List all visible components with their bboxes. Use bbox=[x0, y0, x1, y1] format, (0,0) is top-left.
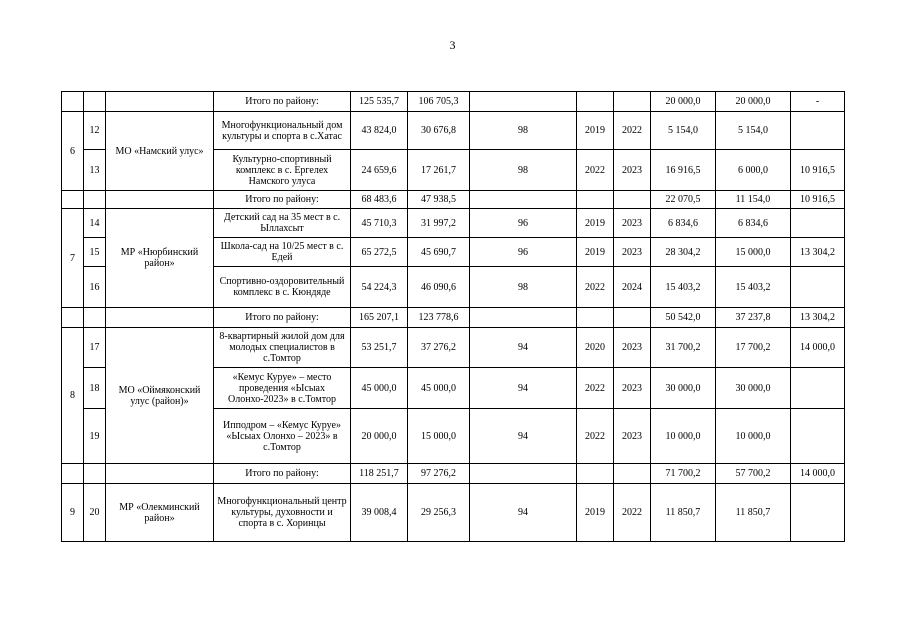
cell-year-start: 2019 bbox=[577, 238, 614, 267]
cell-year-start: 2019 bbox=[577, 112, 614, 150]
cell-amount-1: 11 850,7 bbox=[651, 484, 716, 542]
page-number: 3 bbox=[449, 38, 456, 52]
object-name: Многофункциональный центр культуры, духовности и спорта в с. Хоринцы bbox=[214, 484, 351, 542]
cell-amount-3 bbox=[791, 209, 845, 238]
district-name: МР «Олекминский район» bbox=[106, 484, 214, 542]
cell-year-end: 2022 bbox=[614, 112, 651, 150]
cell-amount-2: 20 000,0 bbox=[716, 92, 791, 112]
object-name: Многофункциональный дом культуры и спорта в с.Хатас bbox=[214, 112, 351, 150]
cell-readiness: 96 bbox=[470, 238, 577, 267]
cell-year-end bbox=[614, 92, 651, 112]
group-number: 8 bbox=[62, 328, 84, 464]
object-name: Культурно-спортивный комплекс в с. Ергелех Намского улуса bbox=[214, 150, 351, 191]
cell-budget: 15 000,0 bbox=[408, 409, 470, 464]
cell-year-end: 2024 bbox=[614, 267, 651, 308]
row-number: 12 bbox=[84, 112, 106, 150]
table-row bbox=[62, 112, 845, 150]
row-number: 18 bbox=[84, 368, 106, 409]
table-row bbox=[62, 191, 845, 209]
cell-readiness bbox=[470, 191, 577, 209]
cell-readiness bbox=[470, 464, 577, 484]
cell-amount-2: 37 237,8 bbox=[716, 308, 791, 328]
cell-year-start bbox=[577, 308, 614, 328]
district-name: МР «Нюрбинский район» bbox=[106, 209, 214, 308]
cell-amount-3 bbox=[791, 484, 845, 542]
object-name: Спортивно-оздоровительный комплекс в с. Кюндяде bbox=[214, 267, 351, 308]
cell-amount-1: 15 403,2 bbox=[651, 267, 716, 308]
district-name: МО «Оймяконский улус (район)» bbox=[106, 328, 214, 464]
cell-amount-1: 16 916,5 bbox=[651, 150, 716, 191]
investment-table bbox=[61, 91, 845, 542]
cell-amount-2: 30 000,0 bbox=[716, 368, 791, 409]
cell-amount-3: 13 304,2 bbox=[791, 308, 845, 328]
row-number: 20 bbox=[84, 484, 106, 542]
cell-year-end: 2023 bbox=[614, 368, 651, 409]
cell-year-end bbox=[614, 308, 651, 328]
cell-year-start: 2022 bbox=[577, 409, 614, 464]
cell-cost: 45 710,3 bbox=[351, 209, 408, 238]
cell-amount-2: 6 000,0 bbox=[716, 150, 791, 191]
cell-readiness: 98 bbox=[470, 150, 577, 191]
cell-year-start bbox=[577, 191, 614, 209]
group-number: 9 bbox=[62, 484, 84, 542]
cell-amount-3: 14 000,0 bbox=[791, 464, 845, 484]
row-number: 13 bbox=[84, 150, 106, 191]
cell-readiness: 94 bbox=[470, 368, 577, 409]
cell-readiness: 94 bbox=[470, 328, 577, 368]
cell-year-end: 2023 bbox=[614, 209, 651, 238]
cell-year-end: 2023 bbox=[614, 150, 651, 191]
object-name: «Кемус Куруе» – место проведения «Ысыах Олонхо-2023» в с.Томтор bbox=[214, 368, 351, 409]
cell-year-start: 2022 bbox=[577, 368, 614, 409]
cell-budget: 31 997,2 bbox=[408, 209, 470, 238]
object-name: Школа-сад на 10/25 мест в с. Едей bbox=[214, 238, 351, 267]
cell-readiness: 96 bbox=[470, 209, 577, 238]
cell-year-start: 2022 bbox=[577, 267, 614, 308]
cell-amount-2: 11 154,0 bbox=[716, 191, 791, 209]
cell-budget: 45 000,0 bbox=[408, 368, 470, 409]
row-number: 15 bbox=[84, 238, 106, 267]
cell-cost: 53 251,7 bbox=[351, 328, 408, 368]
cell-year-end: 2023 bbox=[614, 238, 651, 267]
cell-amount-3 bbox=[791, 368, 845, 409]
cell-year-start bbox=[577, 464, 614, 484]
cell-amount-3: 10 916,5 bbox=[791, 150, 845, 191]
cell-budget: 46 090,6 bbox=[408, 267, 470, 308]
cell-amount-3 bbox=[791, 267, 845, 308]
cell-cost: 20 000,0 bbox=[351, 409, 408, 464]
cell-cost: 65 272,5 bbox=[351, 238, 408, 267]
cell-amount-3: 13 304,2 bbox=[791, 238, 845, 267]
cell-cost: 43 824,0 bbox=[351, 112, 408, 150]
cell-budget: 29 256,3 bbox=[408, 484, 470, 542]
row-number: 19 bbox=[84, 409, 106, 464]
cell-year-end bbox=[614, 464, 651, 484]
cell-amount-2: 10 000,0 bbox=[716, 409, 791, 464]
row-number: 16 bbox=[84, 267, 106, 308]
cell-amount-2: 17 700,2 bbox=[716, 328, 791, 368]
cell-cost: 118 251,7 bbox=[351, 464, 408, 484]
cell-budget: 45 690,7 bbox=[408, 238, 470, 267]
cell-amount-1: 71 700,2 bbox=[651, 464, 716, 484]
cell-cost: 68 483,6 bbox=[351, 191, 408, 209]
cell-cost: 45 000,0 bbox=[351, 368, 408, 409]
cell-year-end: 2022 bbox=[614, 484, 651, 542]
total-label: Итого по району: bbox=[214, 308, 351, 328]
cell-budget: 123 778,6 bbox=[408, 308, 470, 328]
cell-readiness: 98 bbox=[470, 112, 577, 150]
table-row bbox=[62, 328, 845, 368]
cell-amount-2: 6 834,6 bbox=[716, 209, 791, 238]
object-name: 8-квартирный жилой дом для молодых специалистов в с.Томтор bbox=[214, 328, 351, 368]
cell-amount-1: 50 542,0 bbox=[651, 308, 716, 328]
cell-budget: 17 261,7 bbox=[408, 150, 470, 191]
cell-amount-1: 30 000,0 bbox=[651, 368, 716, 409]
group-number: 6 bbox=[62, 112, 84, 191]
table-row bbox=[62, 464, 845, 484]
object-name: Детский сад на 35 мест в с. Ыллахсыт bbox=[214, 209, 351, 238]
cell-readiness: 94 bbox=[470, 484, 577, 542]
cell-cost: 165 207,1 bbox=[351, 308, 408, 328]
cell-year-start: 2019 bbox=[577, 209, 614, 238]
total-label: Итого по району: bbox=[214, 464, 351, 484]
cell-amount-3: 14 000,0 bbox=[791, 328, 845, 368]
cell-year-start: 2020 bbox=[577, 328, 614, 368]
cell-amount-2: 15 000,0 bbox=[716, 238, 791, 267]
cell-budget: 30 676,8 bbox=[408, 112, 470, 150]
cell-readiness: 94 bbox=[470, 409, 577, 464]
cell-readiness bbox=[470, 308, 577, 328]
cell-year-start: 2019 bbox=[577, 484, 614, 542]
object-name: Ипподром – «Кемус Куруе» «Ысыах Олонхо – 2023» в с.Томтор bbox=[214, 409, 351, 464]
cell-year-end: 2023 bbox=[614, 409, 651, 464]
cell-amount-3 bbox=[791, 112, 845, 150]
cell-readiness: 98 bbox=[470, 267, 577, 308]
table-row bbox=[62, 308, 845, 328]
cell-amount-1: 5 154,0 bbox=[651, 112, 716, 150]
cell-amount-1: 31 700,2 bbox=[651, 328, 716, 368]
cell-amount-2: 15 403,2 bbox=[716, 267, 791, 308]
cell-budget: 47 938,5 bbox=[408, 191, 470, 209]
cell-cost: 24 659,6 bbox=[351, 150, 408, 191]
cell-readiness bbox=[470, 92, 577, 112]
cell-year-start: 2022 bbox=[577, 150, 614, 191]
row-number: 17 bbox=[84, 328, 106, 368]
cell-amount-1: 20 000,0 bbox=[651, 92, 716, 112]
cell-amount-3 bbox=[791, 409, 845, 464]
cell-amount-1: 10 000,0 bbox=[651, 409, 716, 464]
cell-amount-3: - bbox=[791, 92, 845, 112]
cell-amount-1: 6 834,6 bbox=[651, 209, 716, 238]
cell-amount-3: 10 916,5 bbox=[791, 191, 845, 209]
cell-budget: 106 705,3 bbox=[408, 92, 470, 112]
table-row bbox=[62, 484, 845, 542]
cell-amount-1: 22 070,5 bbox=[651, 191, 716, 209]
table-row bbox=[62, 92, 845, 112]
district-name: МО «Намский улус» bbox=[106, 112, 214, 191]
cell-budget: 37 276,2 bbox=[408, 328, 470, 368]
group-number: 7 bbox=[62, 209, 84, 308]
cell-cost: 125 535,7 bbox=[351, 92, 408, 112]
cell-amount-2: 57 700,2 bbox=[716, 464, 791, 484]
total-label: Итого по району: bbox=[214, 92, 351, 112]
cell-cost: 39 008,4 bbox=[351, 484, 408, 542]
cell-cost: 54 224,3 bbox=[351, 267, 408, 308]
cell-year-end bbox=[614, 191, 651, 209]
cell-budget: 97 276,2 bbox=[408, 464, 470, 484]
cell-amount-1: 28 304,2 bbox=[651, 238, 716, 267]
cell-amount-2: 11 850,7 bbox=[716, 484, 791, 542]
table-row bbox=[62, 209, 845, 238]
cell-year-end: 2023 bbox=[614, 328, 651, 368]
row-number: 14 bbox=[84, 209, 106, 238]
cell-amount-2: 5 154,0 bbox=[716, 112, 791, 150]
cell-year-start bbox=[577, 92, 614, 112]
total-label: Итого по району: bbox=[214, 191, 351, 209]
